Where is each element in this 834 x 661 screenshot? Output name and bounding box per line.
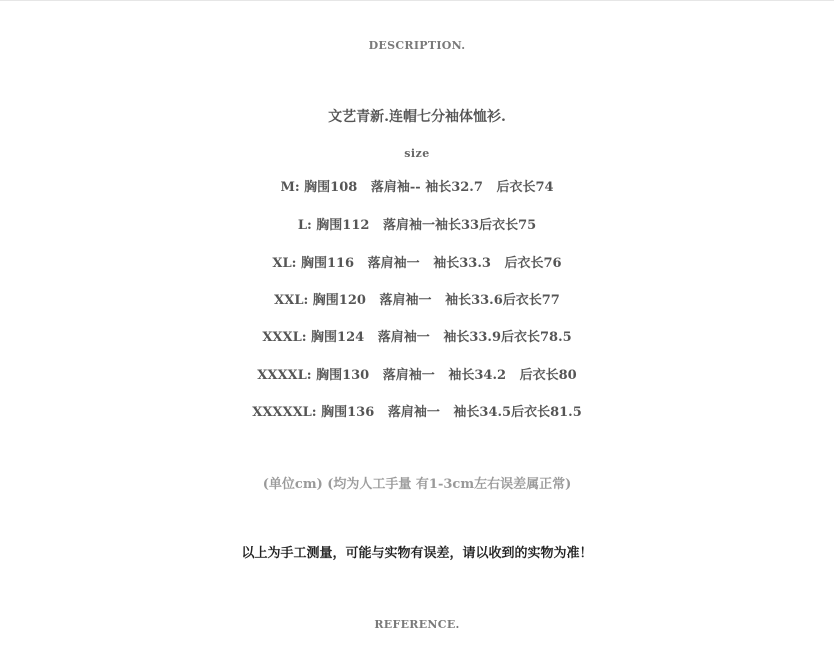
size-row-m: M: 胸围108 落肩袖-- 袖长32.7 后衣长74 <box>280 180 554 195</box>
size-row-xl: XL: 胸围116 落肩袖一 袖长33.3 后衣长76 <box>272 256 562 271</box>
measurement-disclaimer: 以上为手工测量，可能与实物有误差，请以收到的实物为准！ <box>241 546 593 561</box>
size-row-l: L: 胸围112 落肩袖一袖长33后衣长75 <box>297 218 537 233</box>
size-row-xxxxl: XXXXL: 胸围130 落肩袖一 袖长34.2 后衣长80 <box>257 368 577 383</box>
unit-note: (单位cm) (均为人工手量 有1-3cm左右误差属正常) <box>262 477 572 492</box>
size-label: size <box>404 147 430 160</box>
product-title: 文艺青新.连帽七分袖体恤衫. <box>328 109 506 125</box>
size-row-xxxxxl: XXXXXL: 胸围136 落肩袖一 袖长34.5后衣长81.5 <box>252 405 582 420</box>
size-row-xxl: XXL: 胸围120 落肩袖一 袖长33.6后衣长77 <box>274 293 560 308</box>
size-row-xxxl: XXXL: 胸围124 落肩袖一 袖长33.9后衣长78.5 <box>262 330 572 345</box>
reference-heading: REFERENCE. <box>374 618 460 631</box>
description-heading: DESCRIPTION. <box>368 39 466 52</box>
